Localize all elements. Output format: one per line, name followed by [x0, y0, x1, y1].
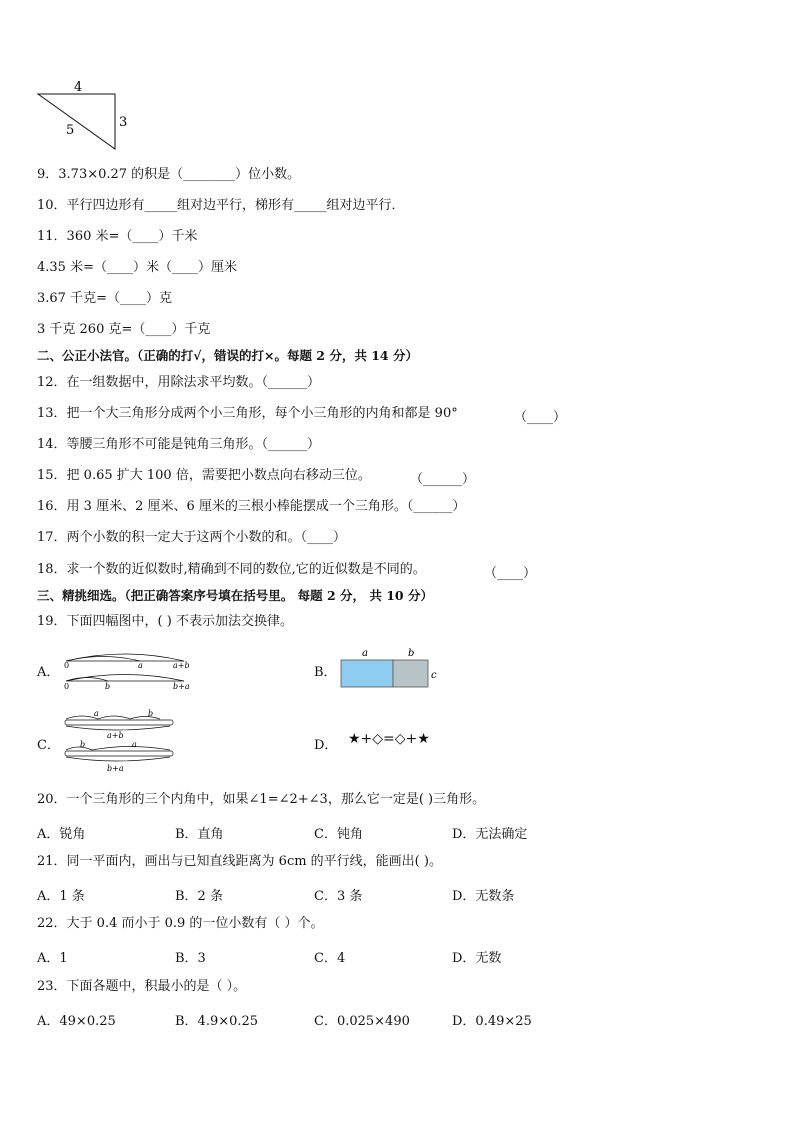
question-11d: 3 千克 260 克=（____）千克	[37, 322, 211, 337]
triangle-label-top: 4	[74, 80, 83, 95]
question-11b: 4.35 米=（____）米（____）厘米	[37, 260, 237, 275]
q19-option-d-formula: ★+◇=◇+★	[348, 731, 430, 747]
q21-option-d: D．无数条	[452, 889, 515, 904]
b-label-a: a	[362, 648, 368, 659]
a-bot-ba: b+a	[173, 682, 190, 691]
section-3-heading: 三、精挑细选。（把正确答案序号填在括号里。 每题 2 分， 共 10 分）	[37, 588, 433, 603]
b-rect-gray	[393, 660, 428, 687]
question-10: 10．平行四边形有_____组对边平行，梯形有_____组对边平行．	[37, 198, 405, 213]
a-top-a: a	[138, 661, 143, 670]
q19-option-c-label: C．	[37, 738, 60, 753]
q21-option-a: A．1 条	[37, 889, 85, 904]
q22-option-d: D．无数	[452, 951, 502, 966]
section-2-heading: 二、公正小法官。（正确的打√，错误的打×。每题 2 分，共 14 分）	[37, 348, 418, 363]
question-13: 13．把一个大三角形分成两个小三角形，每个小三角形的内角和都是 90°	[37, 406, 458, 421]
q22-option-c: C．4	[314, 951, 346, 966]
b-label-c: c	[431, 670, 437, 681]
a-top-ab: a+b	[173, 661, 190, 670]
question-20: 20．一个三角形的三个内角中，如果∠1=∠2+∠3，那么它一定是( )三角形。	[37, 792, 486, 807]
q19-option-a-figure	[60, 650, 200, 692]
a-bot-b: b	[105, 682, 111, 691]
question-12: 12．在一组数据中，用除法求平均数。（______）	[37, 375, 321, 390]
q20-option-d: D．无法确定	[452, 827, 528, 842]
c-top-b: b	[148, 709, 154, 718]
c-bot-ba: b+a	[107, 764, 124, 773]
question-21: 21．同一平面内，画出与已知直线距离为 6cm 的平行线，能画出( )。	[37, 854, 442, 869]
question-16: 16．用 3 厘米、2 厘米、6 厘米的三根小棒能摆成一个三角形。（______）	[37, 499, 466, 514]
question-22: 22．大于 0.4 而小于 0.9 的一位小数有（ ）个。	[37, 916, 324, 931]
question-15-blank: （______）	[410, 472, 476, 487]
triangle-figure	[30, 76, 140, 156]
c-bot-b: b	[80, 740, 86, 749]
a-top-0: 0	[64, 661, 70, 670]
q22-option-b: B．3	[175, 951, 206, 966]
q23-option-c: C．0.025×490	[314, 1014, 410, 1029]
q21-option-c: C．3 条	[314, 889, 363, 904]
q19-option-a-label: A．	[37, 665, 60, 680]
question-18: 18．求一个数的近似数时,精确到不同的数位,它的近似数是不同的。	[37, 562, 426, 577]
c-top-a: a	[94, 709, 99, 718]
q23-option-a: A．49×0.25	[37, 1014, 116, 1029]
question-13-blank: （____）	[514, 410, 567, 425]
q19-option-c-figure	[60, 705, 190, 775]
question-11c: 3.67 千克=（____）克	[37, 291, 172, 306]
c-bot-a: a	[132, 740, 137, 749]
question-15: 15．把 0.65 扩大 100 倍，需要把小数点向右移动三位。	[37, 468, 371, 483]
q19-option-b-label: B．	[314, 665, 337, 680]
a-bot-0: 0	[64, 682, 70, 691]
q23-option-b: B．4.9×0.25	[175, 1014, 259, 1029]
q20-option-a: A．锐角	[37, 827, 86, 842]
triangle-label-hyp: 5	[66, 123, 75, 138]
question-23: 23．下面各题中，积最小的是（ ）。	[37, 979, 247, 994]
question-9: 9．3.73×0.27 的积是（________）位小数。	[37, 167, 301, 182]
q20-option-b: B．直角	[175, 827, 224, 842]
question-18-blank: （____）	[484, 566, 537, 581]
question-14: 14．等腰三角形不可能是钝角三角形。（______）	[37, 437, 321, 452]
question-11a: 11．360 米=（____）千米	[37, 229, 198, 244]
q21-option-b: B．2 条	[175, 889, 223, 904]
q20-option-c: C．钝角	[314, 827, 363, 842]
q23-option-d: D．0.49×25	[452, 1014, 532, 1029]
q19-option-d-label: D．	[314, 738, 338, 753]
c-top-ab: a+b	[107, 731, 124, 740]
triangle-label-right: 3	[119, 115, 128, 130]
question-17: 17．两个小数的积一定大于这两个小数的和。（____）	[37, 530, 347, 545]
q22-option-a: A．1	[37, 951, 68, 966]
b-rect-blue	[341, 660, 393, 687]
b-label-b: b	[408, 648, 415, 659]
q19-option-b-figure	[336, 645, 446, 693]
question-19: 19．下面四幅图中，( ) 不表示加法交换律。	[37, 614, 293, 629]
